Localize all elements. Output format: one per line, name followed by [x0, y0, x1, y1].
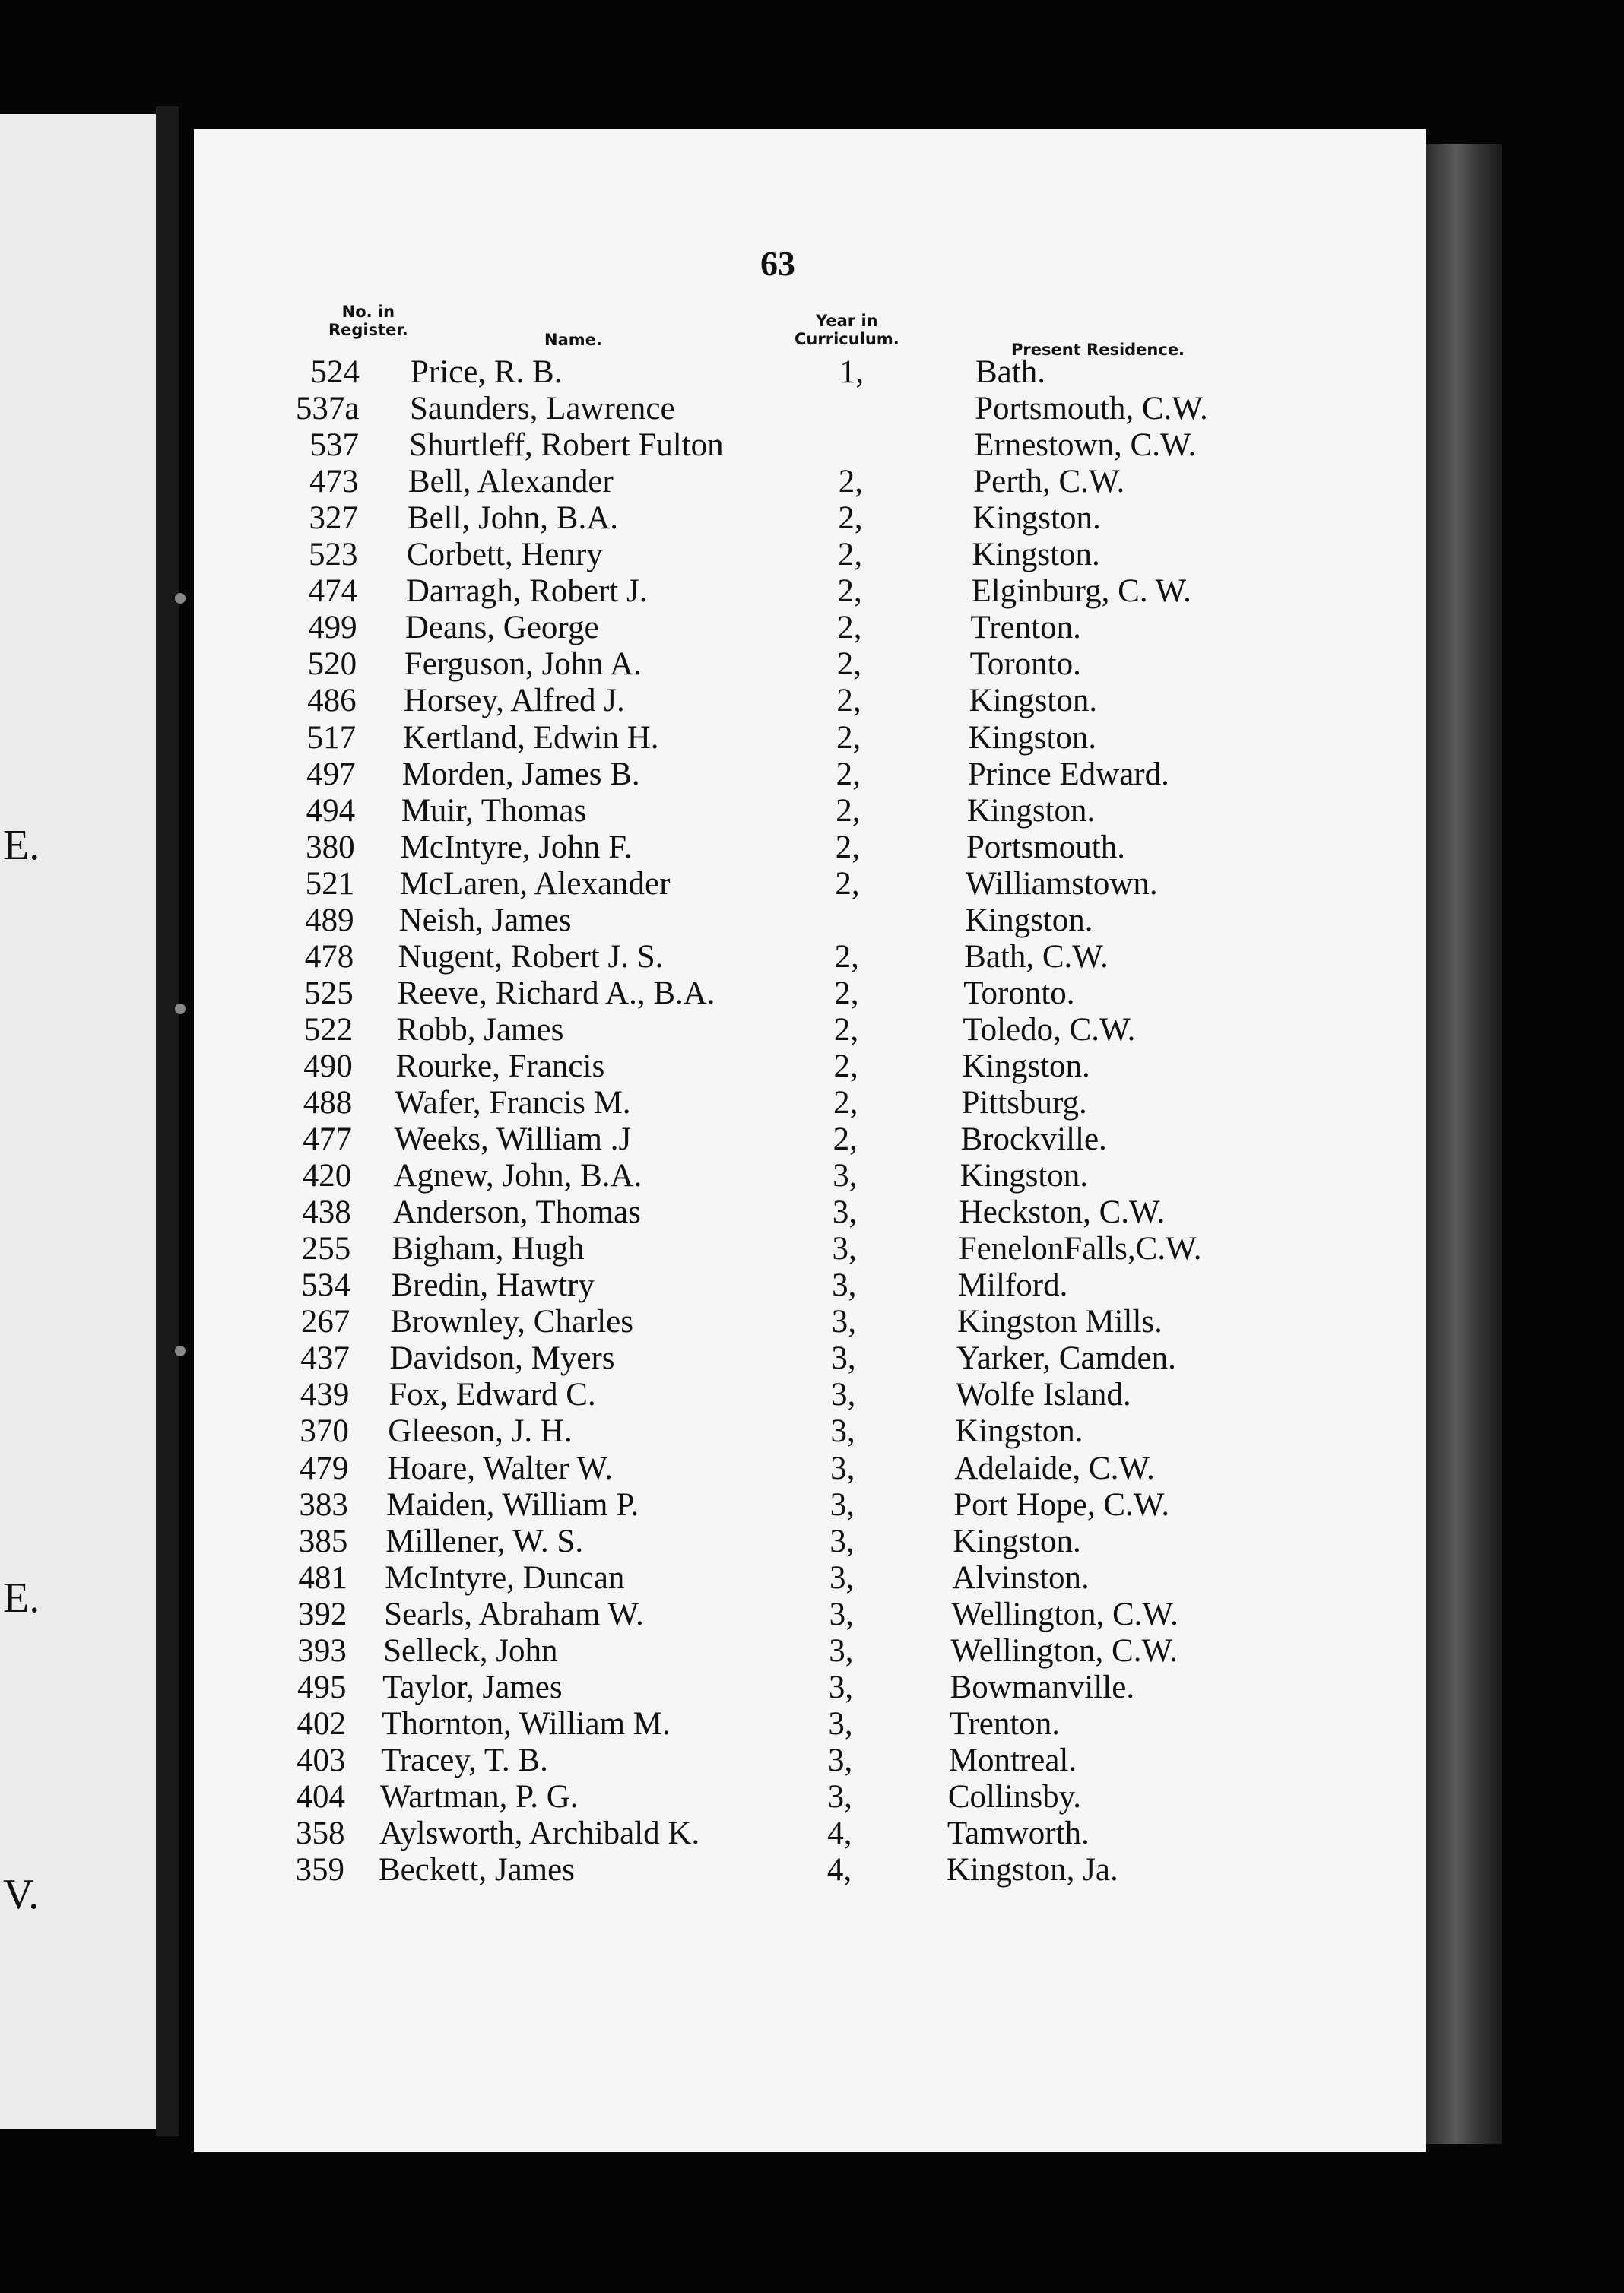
curriculum-year: 3,: [827, 1778, 852, 1815]
register-number: 439: [300, 1377, 350, 1413]
student-name: Weeks, William .J: [394, 1121, 632, 1158]
register-number-header: [328, 303, 408, 339]
curriculum-year: 2,: [836, 756, 861, 792]
table-row: [0, 829, 1369, 865]
curriculum-year: 3,: [828, 1705, 853, 1742]
curriculum-year: 2,: [838, 464, 863, 500]
register-number: 438: [302, 1194, 351, 1231]
register-number: 437: [300, 1340, 350, 1377]
table-row: [0, 975, 1369, 1011]
year-header: [795, 312, 899, 348]
register-number: 327: [309, 500, 359, 537]
curriculum-year: 2,: [834, 938, 859, 975]
register-number: 486: [307, 683, 357, 719]
student-name: McIntyre, John F.: [400, 829, 633, 865]
register-number: 385: [298, 1523, 348, 1559]
student-name: Shurtleff, Robert Fulton: [408, 427, 724, 464]
left-page-mark: E.: [3, 1575, 40, 1622]
curriculum-year: 3,: [833, 1158, 858, 1194]
table-row: [0, 1669, 1369, 1705]
register-number: 403: [296, 1742, 346, 1778]
curriculum-year: 3,: [831, 1340, 856, 1377]
residence: Ernestown, C.W.: [974, 427, 1197, 464]
register-number: 383: [299, 1486, 348, 1523]
table-row: [0, 756, 1369, 792]
name-header: Name.: [544, 331, 602, 349]
student-name: Robb, James: [396, 1011, 564, 1048]
table-row: [0, 1340, 1369, 1376]
residence: Kingston.: [959, 1158, 1089, 1194]
residence: Kingston Mills.: [956, 1304, 1162, 1340]
table-row: [0, 865, 1369, 902]
residence: Montreal.: [948, 1742, 1077, 1778]
register-number: 521: [305, 865, 355, 902]
register-number: 404: [296, 1778, 345, 1815]
page-number: 63: [760, 244, 795, 283]
register-number: 474: [308, 573, 358, 610]
student-name: Searls, Abraham W.: [384, 1596, 644, 1632]
student-name: Fox, Edward C.: [389, 1377, 596, 1413]
curriculum-year: 3,: [830, 1413, 855, 1450]
curriculum-year: 2,: [835, 829, 861, 865]
student-name: Maiden, William P.: [386, 1486, 639, 1523]
student-name: Anderson, Thomas: [392, 1194, 641, 1231]
student-name: Hoare, Walter W.: [387, 1450, 613, 1486]
left-page-mark: V.: [3, 1871, 40, 1918]
student-name: Price, R. B.: [411, 354, 563, 390]
register-number: 537a: [295, 391, 360, 427]
residence: Kingston.: [972, 500, 1101, 537]
table-row: [0, 1303, 1369, 1340]
register-number: 481: [298, 1559, 347, 1596]
register-number: 477: [303, 1121, 352, 1158]
register-number: 537: [309, 427, 360, 464]
register-number: 488: [303, 1085, 353, 1121]
student-name: Tracey, T. B.: [381, 1742, 548, 1778]
student-name: Agnew, John, B.A.: [393, 1158, 642, 1194]
residence: Kingston.: [968, 719, 1097, 756]
register-number: 517: [306, 719, 357, 756]
student-name: Rourke, Francis: [395, 1048, 605, 1084]
student-name: Bredin, Hawtry: [391, 1267, 595, 1304]
student-name: Bell, John, B.A.: [407, 500, 619, 537]
curriculum-year: 3,: [832, 1194, 858, 1231]
table-row: [0, 1705, 1369, 1742]
residence: Adelaide, C.W.: [954, 1450, 1155, 1486]
table-row: [0, 792, 1369, 829]
register-number: 478: [304, 938, 354, 975]
student-name: Horsey, Alfred J.: [403, 683, 625, 719]
table-row: [0, 1157, 1369, 1194]
residence: Wellington, C.W.: [950, 1632, 1178, 1669]
register-number: 524: [310, 354, 360, 390]
residence: Heckston, C.W.: [959, 1194, 1166, 1231]
curriculum-year: 2,: [838, 500, 863, 537]
register-number: 534: [301, 1267, 350, 1304]
table-row: [0, 1267, 1369, 1303]
curriculum-year: 4,: [826, 1852, 852, 1889]
table-row: [0, 500, 1369, 536]
curriculum-year: 3,: [829, 1486, 855, 1523]
curriculum-year: 3,: [828, 1742, 853, 1778]
register-number: 490: [303, 1048, 353, 1084]
student-name: Muir, Thomas: [401, 792, 587, 829]
table-row: [0, 1121, 1369, 1157]
table-row: [0, 1230, 1369, 1267]
curriculum-year: 2,: [837, 573, 862, 610]
residence: Kingston.: [966, 792, 1096, 829]
residence: Kingston.: [972, 537, 1100, 573]
curriculum-year: 2,: [833, 1085, 858, 1121]
student-name: Saunders, Lawrence: [409, 391, 675, 427]
student-name: Kertland, Edwin H.: [402, 719, 659, 756]
header-line: Curriculum.: [795, 330, 899, 348]
table-row: [0, 609, 1369, 645]
curriculum-year: 2,: [835, 865, 860, 902]
residence: Toledo, C.W.: [963, 1011, 1136, 1048]
header-line: Register.: [328, 321, 408, 339]
residence: Milford.: [957, 1267, 1068, 1304]
student-name: Wafer, Francis M.: [395, 1085, 631, 1121]
student-name: Ferguson, John A.: [404, 646, 642, 683]
table-row: [0, 1815, 1369, 1851]
register-number: 523: [309, 537, 358, 573]
residence: Portsmouth.: [966, 829, 1125, 865]
table-row: [0, 645, 1369, 682]
curriculum-year: 3,: [832, 1231, 857, 1267]
table-row: [0, 719, 1369, 756]
register-number: 255: [301, 1231, 351, 1267]
student-name: Selleck, John: [383, 1632, 558, 1669]
register-number: 499: [308, 610, 357, 646]
residence: Yarker, Camden.: [956, 1340, 1176, 1377]
register-number: 473: [309, 464, 359, 500]
curriculum-year: 3,: [828, 1669, 854, 1705]
residence: Port Hope, C.W.: [953, 1486, 1170, 1523]
register-number: 267: [300, 1304, 350, 1340]
residence: Bath, C.W.: [964, 938, 1109, 975]
residence: FenelonFalls,C.W.: [958, 1231, 1202, 1267]
register-number: 520: [307, 646, 357, 683]
register-number: 380: [306, 829, 355, 865]
residence: Kingston.: [965, 902, 1093, 938]
student-name: Brownley, Charles: [390, 1304, 634, 1340]
student-name: Nugent, Robert J. S.: [398, 938, 664, 975]
register-number: 402: [297, 1705, 346, 1742]
header-line: Year in: [816, 312, 878, 330]
residence: Bath.: [975, 354, 1045, 390]
left-page-mark: E.: [3, 822, 40, 869]
residence: Bowmanville.: [950, 1669, 1135, 1705]
residence: Trenton.: [970, 610, 1081, 646]
student-name: Morden, James B.: [401, 756, 640, 792]
curriculum-year: 2,: [834, 975, 859, 1011]
table-row: [0, 1632, 1369, 1669]
residence: Wolfe Island.: [956, 1377, 1131, 1413]
residence: Collinsby.: [947, 1778, 1082, 1815]
student-name: Aylsworth, Archibald K.: [379, 1816, 700, 1851]
residence: Elginburg, C. W.: [971, 573, 1191, 610]
residence: Trenton.: [949, 1705, 1061, 1742]
curriculum-year: 2,: [837, 610, 862, 646]
register-number: 497: [306, 756, 356, 792]
curriculum-year: 3,: [831, 1304, 856, 1340]
curriculum-year: 1,: [839, 354, 864, 390]
student-name: Davidson, Myers: [389, 1340, 615, 1377]
register-number: 489: [305, 902, 354, 938]
student-name: Reeve, Richard A., B.A.: [397, 975, 715, 1011]
register-number: 479: [299, 1450, 349, 1486]
residence: Toronto.: [963, 975, 1075, 1011]
curriculum-year: 2,: [836, 646, 861, 683]
residence: Toronto.: [969, 646, 1081, 683]
table-row: [0, 938, 1369, 975]
curriculum-year: 2,: [836, 792, 861, 829]
student-name: Wartman, P. G.: [380, 1778, 579, 1815]
register-number: 522: [303, 1011, 354, 1048]
table-row: [0, 1778, 1369, 1815]
table-row: [0, 572, 1369, 609]
residence: Alvinston.: [952, 1559, 1090, 1596]
student-name: Thornton, William M.: [382, 1705, 671, 1742]
register-number: 358: [295, 1816, 345, 1851]
student-name: Darragh, Robert J.: [405, 573, 648, 610]
table-row: [0, 1048, 1369, 1084]
table-row: [0, 1742, 1369, 1778]
register-number: 495: [297, 1669, 347, 1705]
table-row: [0, 1194, 1369, 1230]
student-name: McLaren, Alexander: [399, 865, 671, 902]
table-row: [0, 1596, 1369, 1632]
table-row: [0, 682, 1369, 718]
table-row: [0, 1523, 1369, 1559]
residence: Pittsburg.: [961, 1085, 1087, 1121]
curriculum-year: 2,: [833, 1048, 858, 1084]
table-row: [0, 1011, 1369, 1048]
student-name: Taylor, James: [382, 1669, 563, 1705]
register-number: 525: [304, 975, 354, 1011]
student-name: McIntyre, Duncan: [385, 1559, 625, 1596]
register-number: 420: [302, 1158, 352, 1194]
table-row: [0, 536, 1369, 572]
header-line: No. in: [341, 303, 395, 321]
register-number: 359: [295, 1852, 344, 1889]
register-number: 494: [306, 792, 356, 829]
curriculum-year: 2,: [833, 1011, 859, 1048]
residence: Perth, C.W.: [973, 464, 1125, 500]
student-name: Beckett, James: [379, 1852, 575, 1889]
curriculum-year: 3,: [829, 1632, 854, 1669]
student-name: Neish, James: [398, 902, 572, 938]
student-name: Gleeson, J. H.: [388, 1413, 573, 1450]
residence: Kingston.: [962, 1048, 1090, 1084]
residence: Brockville.: [960, 1121, 1107, 1158]
residence: Kingston.: [969, 683, 1098, 719]
curriculum-year: 2,: [837, 537, 863, 573]
residence: Williamstown.: [966, 865, 1158, 902]
curriculum-year: 3,: [829, 1596, 854, 1632]
curriculum-year: 2,: [836, 719, 861, 756]
curriculum-year: 3,: [832, 1267, 857, 1304]
table-row: [0, 1486, 1369, 1523]
student-name: Bell, Alexander: [408, 464, 614, 500]
residence: Kingston, Ja.: [947, 1852, 1118, 1889]
table-row: [0, 1559, 1369, 1596]
curriculum-year: 3,: [829, 1523, 855, 1559]
table-row: [0, 1851, 1369, 1888]
student-name: Bigham, Hugh: [392, 1231, 585, 1267]
table-row: [0, 1084, 1369, 1121]
residence: Portsmouth, C.W.: [975, 391, 1208, 427]
table-row: [0, 902, 1369, 938]
curriculum-year: 4,: [827, 1816, 852, 1851]
table-row: [0, 354, 1369, 390]
table-row: [0, 1450, 1369, 1486]
residence: Kingston.: [953, 1523, 1081, 1559]
table-row: [0, 427, 1369, 463]
residence: Tamworth.: [947, 1816, 1090, 1851]
table-row: [0, 463, 1369, 500]
table-row: [0, 1376, 1369, 1413]
table-row: [0, 390, 1369, 427]
curriculum-year: 3,: [830, 1377, 856, 1413]
student-name: Millener, W. S.: [385, 1523, 584, 1559]
register-number: 392: [297, 1596, 347, 1632]
residence: Prince Edward.: [967, 756, 1169, 792]
curriculum-year: 3,: [830, 1450, 855, 1486]
residence-header: Present Residence.: [1011, 341, 1185, 359]
curriculum-year: 3,: [829, 1559, 855, 1596]
page-block-edge: [1426, 144, 1502, 2144]
register-number: 370: [300, 1413, 349, 1450]
register-number: 393: [297, 1632, 347, 1669]
table-row: [0, 1413, 1369, 1449]
residence: Kingston.: [955, 1413, 1083, 1450]
residence: Wellington, C.W.: [951, 1596, 1178, 1632]
student-name: Deans, George: [404, 610, 599, 646]
curriculum-year: 2,: [836, 683, 861, 719]
student-name: Corbett, Henry: [406, 537, 603, 573]
curriculum-year: 2,: [833, 1121, 858, 1158]
